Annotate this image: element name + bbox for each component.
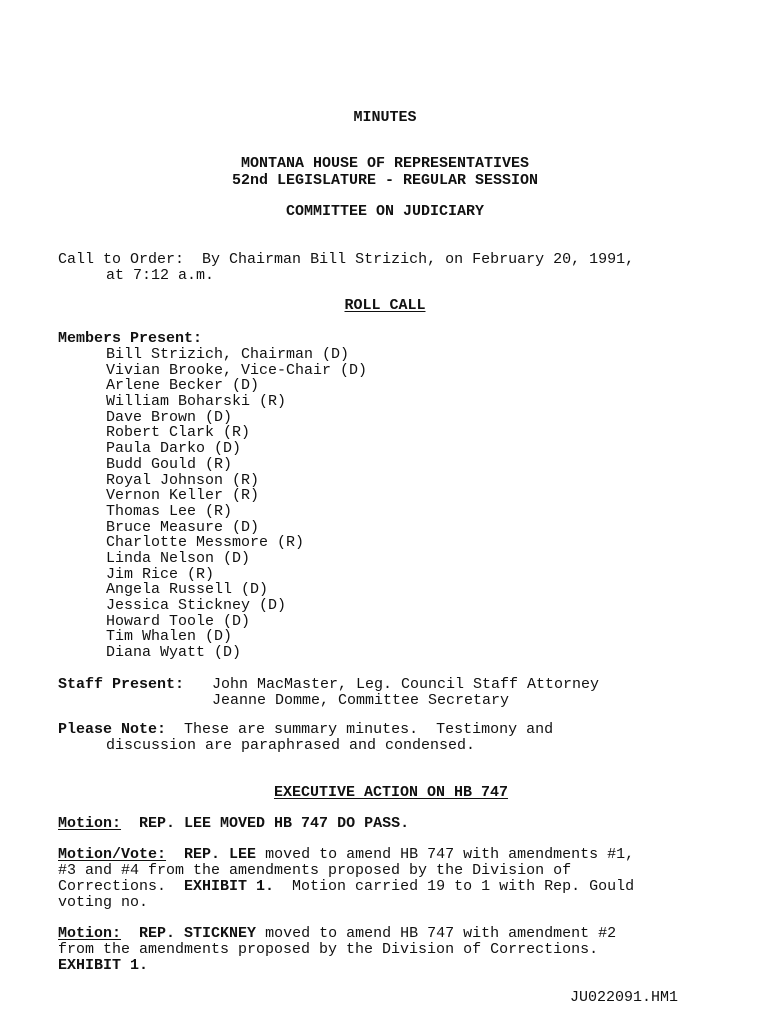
call-to-order-line2: at 7:12 a.m.	[106, 267, 215, 284]
note-label: Please Note:	[58, 721, 167, 738]
member-item: Dave Brown (D)	[106, 408, 233, 426]
org-name: MONTANA HOUSE OF REPRESENTATIVES	[240, 155, 530, 172]
member-item: Vivian Brooke, Vice-Chair (D)	[106, 361, 368, 379]
member-item: Angela Russell (D)	[106, 581, 269, 599]
motion-3-text: moved to amend HB 747 with amendment #2	[256, 925, 617, 942]
member-item: Bill Strizich, Chairman (D)	[106, 346, 350, 363]
staff-item: John MacMaster, Leg. Council Staff Attorney	[212, 676, 600, 693]
call-to-order-text: By Chairman Bill Strizich, on February 20, 1991,	[202, 251, 635, 268]
session-name: 52nd LEGISLATURE - REGULAR SESSION	[231, 172, 539, 189]
motion-1-text: REP. LEE MOVED HB 747 DO PASS.	[139, 815, 410, 832]
member-item: William Boharski (R)	[106, 393, 287, 411]
motion-2-line1	[58, 847, 634, 863]
motion-3-rep: REP. STICKNEY	[139, 925, 257, 942]
exec-action-heading: EXECUTIVE ACTION ON HB 747	[273, 784, 509, 801]
motion-2-exhibit: EXHIBIT 1.	[184, 878, 275, 895]
member-item: Paula Darko (D)	[106, 440, 242, 458]
call-to-order-label: Call to Order:	[58, 251, 185, 268]
motion-3-exhibit: EXHIBIT 1.	[58, 957, 149, 974]
motion-2-line3	[58, 879, 634, 895]
motion-3-label: Motion:	[58, 925, 122, 942]
note-text: These are summary minutes. Testimony and	[184, 721, 554, 738]
member-item: Arlene Becker (D)	[106, 377, 260, 395]
member-item: Budd Gould (R)	[106, 455, 233, 473]
member-item: Howard Toole (D)	[106, 612, 251, 630]
call-to-order	[58, 252, 634, 268]
motion-1	[58, 816, 409, 832]
members-list	[106, 347, 367, 661]
motion-3-line2: from the amendments proposed by the Division of Corrections.	[58, 941, 599, 958]
members-label: Members Present:	[58, 330, 203, 347]
staff-list	[212, 677, 599, 709]
document-id: JU022091.HM1	[569, 989, 678, 1006]
document-title: MINUTES	[353, 109, 417, 126]
note-line2: discussion are paraphrased and condensed.	[106, 737, 476, 754]
member-item: Bruce Measure (D)	[106, 518, 260, 536]
note	[58, 722, 553, 738]
member-item: Thomas Lee (R)	[106, 502, 233, 520]
motion-2-line4: voting no.	[58, 894, 149, 911]
member-item: Royal Johnson (R)	[106, 471, 260, 489]
member-item: Charlotte Messmore (R)	[106, 534, 305, 552]
member-item: Jim Rice (R)	[106, 565, 215, 583]
roll-call-heading: ROLL CALL	[344, 297, 426, 314]
motion-2-line3b: Motion carried 19 to 1 with Rep. Gould	[274, 878, 635, 895]
member-item: Vernon Keller (R)	[106, 487, 260, 505]
motion-3-line1	[58, 926, 616, 942]
motion-2-line2: #3 and #4 from the amendments proposed by the Division of	[58, 862, 572, 879]
member-item: Linda Nelson (D)	[106, 549, 251, 567]
motion-2-text: moved to amend HB 747 with amendments #1,	[256, 846, 635, 863]
motion-1-label: Motion:	[58, 815, 122, 832]
motion-2-label: Motion/Vote:	[58, 846, 167, 863]
member-item: Robert Clark (R)	[106, 424, 251, 442]
staff-item: Jeanne Domme, Committee Secretary	[212, 692, 510, 709]
member-item: Jessica Stickney (D)	[106, 597, 287, 614]
member-item: Tim Whalen (D)	[106, 628, 233, 646]
committee-name: COMMITTEE ON JUDICIARY	[285, 203, 485, 220]
motion-2-line3a: Corrections.	[58, 878, 185, 895]
motion-2-rep: REP. LEE	[184, 846, 257, 863]
member-item: Diana Wyatt (D)	[106, 644, 242, 662]
staff-label: Staff Present:	[58, 676, 185, 693]
